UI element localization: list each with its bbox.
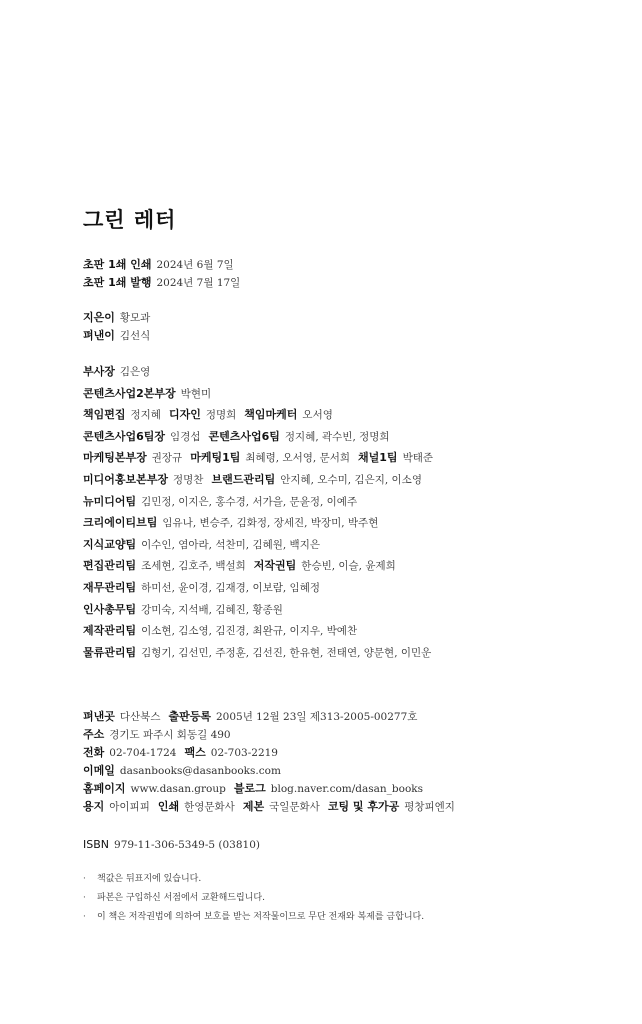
publisher-info-row — [83, 798, 603, 816]
publisher-info-row-value: www.dasan.group — [130, 783, 226, 795]
publisher-info-row-value: 한영문화사 — [184, 801, 235, 813]
staff-row — [83, 599, 603, 621]
staff-row-label: 물류관리팀 — [83, 645, 137, 659]
publisher-info-row-label: 펴낸곳 — [83, 710, 115, 723]
note-item — [83, 889, 603, 908]
publisher-info-row-label: 주소 — [83, 728, 105, 741]
staff-row — [83, 383, 603, 405]
publisher-info-row — [83, 780, 603, 798]
publisher-info-row-label: 출판등록 — [168, 710, 211, 723]
staff-row-label: 미디어홍보본부장 — [83, 472, 169, 486]
publisher-info-row-label: 제본 — [242, 800, 265, 813]
staff-row-value: 한승빈, 이슬, 윤제희 — [301, 560, 396, 573]
publisher-info-row-value: 아이피피 — [109, 801, 150, 813]
isbn-info — [83, 836, 603, 854]
staff-row-value: 정지혜, 곽수빈, 정명희 — [284, 430, 390, 443]
staff-row-value: 임경섭 — [170, 430, 201, 443]
publisher-info-row-label: 코팅 및 후가공 — [327, 800, 400, 813]
publisher-info-row-value: blog.naver.com/dasan_books — [270, 783, 424, 795]
staff-row-label: 책임마케터 — [244, 408, 298, 422]
publisher-person-row — [83, 327, 603, 345]
publisher-info-row-value: 경기도 파주시 회동길 490 — [109, 729, 231, 741]
staff-row-label: 콘텐츠사업2본부장 — [83, 386, 176, 400]
release-label: 초판 1쇄 발행 — [83, 276, 152, 289]
staff-row-label: 마케팅본부장 — [83, 451, 147, 465]
isbn-row — [83, 836, 603, 854]
staff-row-value: 김형기, 김선민, 주정훈, 김선진, 한유현, 전태연, 양문현, 이민운 — [141, 646, 432, 659]
staff-row-value: 이수인, 염아라, 석찬미, 김혜원, 백지은 — [141, 538, 320, 551]
author-value: 황모과 — [119, 312, 151, 324]
staff-row-value: 최혜령, 오서영, 문서희 — [245, 452, 351, 465]
staff-row — [83, 447, 603, 469]
note-text: 파본은 구입하신 서점에서 교환해드립니다. — [97, 893, 265, 903]
staff-row-value: 정명찬 — [173, 473, 204, 486]
staff-row-label: 콘텐츠사업6팀 — [208, 429, 280, 443]
publisher-info-row-label: 전화 — [83, 746, 105, 759]
notes-list — [83, 870, 603, 927]
publisher-info-row-label: 블로그 — [233, 782, 266, 795]
publisher-info-row — [83, 762, 603, 780]
author-row — [83, 309, 603, 327]
staff-list — [83, 361, 603, 663]
printing-value: 2024년 6월 7일 — [156, 259, 234, 271]
staff-row-value: 김은영 — [119, 366, 151, 378]
staff-row — [83, 512, 603, 534]
printing-info — [83, 256, 603, 292]
publisher-info-row-label: 홈페이지 — [83, 782, 126, 795]
publisher-person-value: 김선식 — [119, 330, 151, 342]
publisher-info-row — [83, 708, 603, 726]
staff-row — [83, 555, 603, 577]
staff-row — [83, 469, 603, 491]
publisher-info-row-value: 평창피엔지 — [404, 801, 455, 813]
note-text: 이 책은 저작권법에 의하여 보호를 받는 저작물이므로 무단 전재와 복제를 금합니다. — [97, 912, 425, 922]
publisher-info-row-label: 이메일 — [83, 764, 115, 777]
staff-row-label: 재무관리팀 — [83, 580, 137, 594]
staff-row — [83, 534, 603, 556]
release-row — [83, 274, 603, 292]
publisher-info-row-value: 다산북스 — [119, 711, 161, 723]
staff-row-label: 콘텐츠사업6팀장 — [83, 429, 166, 443]
staff-row — [83, 642, 603, 664]
publisher-info-row-label: 인쇄 — [157, 800, 180, 813]
staff-row-value: 박현미 — [180, 387, 212, 400]
staff-row-label: 제작관리팀 — [83, 624, 137, 638]
staff-row-value: 김민정, 이지은, 홍수경, 서가을, 문윤정, 이예주 — [141, 495, 358, 508]
book-title: 그린 레터 — [83, 207, 177, 232]
isbn-label: ISBN — [83, 838, 110, 851]
staff-row — [83, 426, 603, 448]
staff-row-label: 디자인 — [168, 408, 201, 422]
staff-row-label: 마케팅1팀 — [190, 451, 241, 465]
staff-row-value: 오서영 — [302, 409, 333, 422]
publisher-info-row-value: 02-703-2219 — [210, 747, 278, 759]
staff-row-label: 지식교양팀 — [83, 537, 137, 551]
publisher-info-row-value: 2005년 12월 23일 제313-2005-00277호 — [215, 711, 418, 723]
publisher-info-row-value: 국일문화사 — [269, 801, 320, 813]
staff-row-value: 권장규 — [151, 452, 183, 465]
note-text: 책값은 뒤표지에 있습니다. — [97, 874, 202, 884]
staff-row-value: 조세현, 김호주, 백설희 — [141, 560, 246, 573]
publisher-info-row-label: 용지 — [83, 800, 105, 813]
publisher-info-row — [83, 726, 603, 744]
staff-row-value: 정지혜 — [130, 409, 161, 422]
staff-row-label: 책임편집 — [83, 408, 126, 422]
bullet-icon: · — [83, 893, 86, 903]
staff-row-label: 크리에이티브팀 — [83, 516, 158, 530]
publisher-info-row-value: dasanbooks@dasanbooks.com — [119, 765, 281, 777]
printing-row — [83, 256, 603, 274]
staff-row-label: 부사장 — [83, 365, 115, 378]
staff-row-label: 인사총무팀 — [83, 602, 137, 616]
release-value: 2024년 7월 17일 — [156, 277, 241, 289]
author-info — [83, 309, 603, 345]
staff-row-label: 저작권팀 — [253, 559, 297, 573]
publisher-info-row — [83, 744, 603, 762]
bullet-icon: · — [83, 912, 86, 922]
staff-row-value: 이소현, 김소영, 김진경, 최완규, 이지우, 박예찬 — [141, 625, 358, 638]
staff-row — [83, 577, 603, 599]
isbn-value: 979-11-306-5349-5 (03810) — [114, 839, 260, 851]
staff-row-value: 하미선, 윤이경, 김재경, 이보람, 임혜정 — [141, 581, 320, 594]
staff-row-label: 편집관리팀 — [83, 559, 137, 573]
staff-row-value: 안지혜, 오수미, 김은지, 이소영 — [280, 473, 422, 486]
staff-row-label: 브랜드관리팀 — [211, 472, 276, 486]
staff-row — [83, 620, 603, 642]
publisher-info-row-label: 팩스 — [184, 746, 206, 759]
bullet-icon: · — [83, 874, 86, 884]
publisher-info-row-value: 02-704-1724 — [109, 747, 177, 759]
staff-row — [83, 361, 603, 383]
note-item — [83, 908, 603, 927]
staff-row-label: 뉴미디어팀 — [83, 494, 137, 508]
staff-row-label: 채널1팀 — [358, 451, 398, 465]
staff-row — [83, 404, 603, 426]
staff-row — [83, 491, 603, 513]
publisher-info — [83, 708, 603, 816]
staff-row-value: 정명희 — [205, 409, 237, 422]
note-item — [83, 870, 603, 889]
staff-row-value: 강미숙, 지석배, 김혜진, 황종원 — [141, 603, 283, 616]
publisher-person-label: 펴낸이 — [83, 329, 115, 342]
author-label: 지은이 — [83, 311, 115, 324]
staff-row-value: 임유나, 변승주, 김화정, 장세진, 박장미, 박주현 — [162, 517, 379, 530]
staff-row-value: 박태준 — [402, 452, 433, 465]
printing-label: 초판 1쇄 인쇄 — [83, 258, 152, 271]
